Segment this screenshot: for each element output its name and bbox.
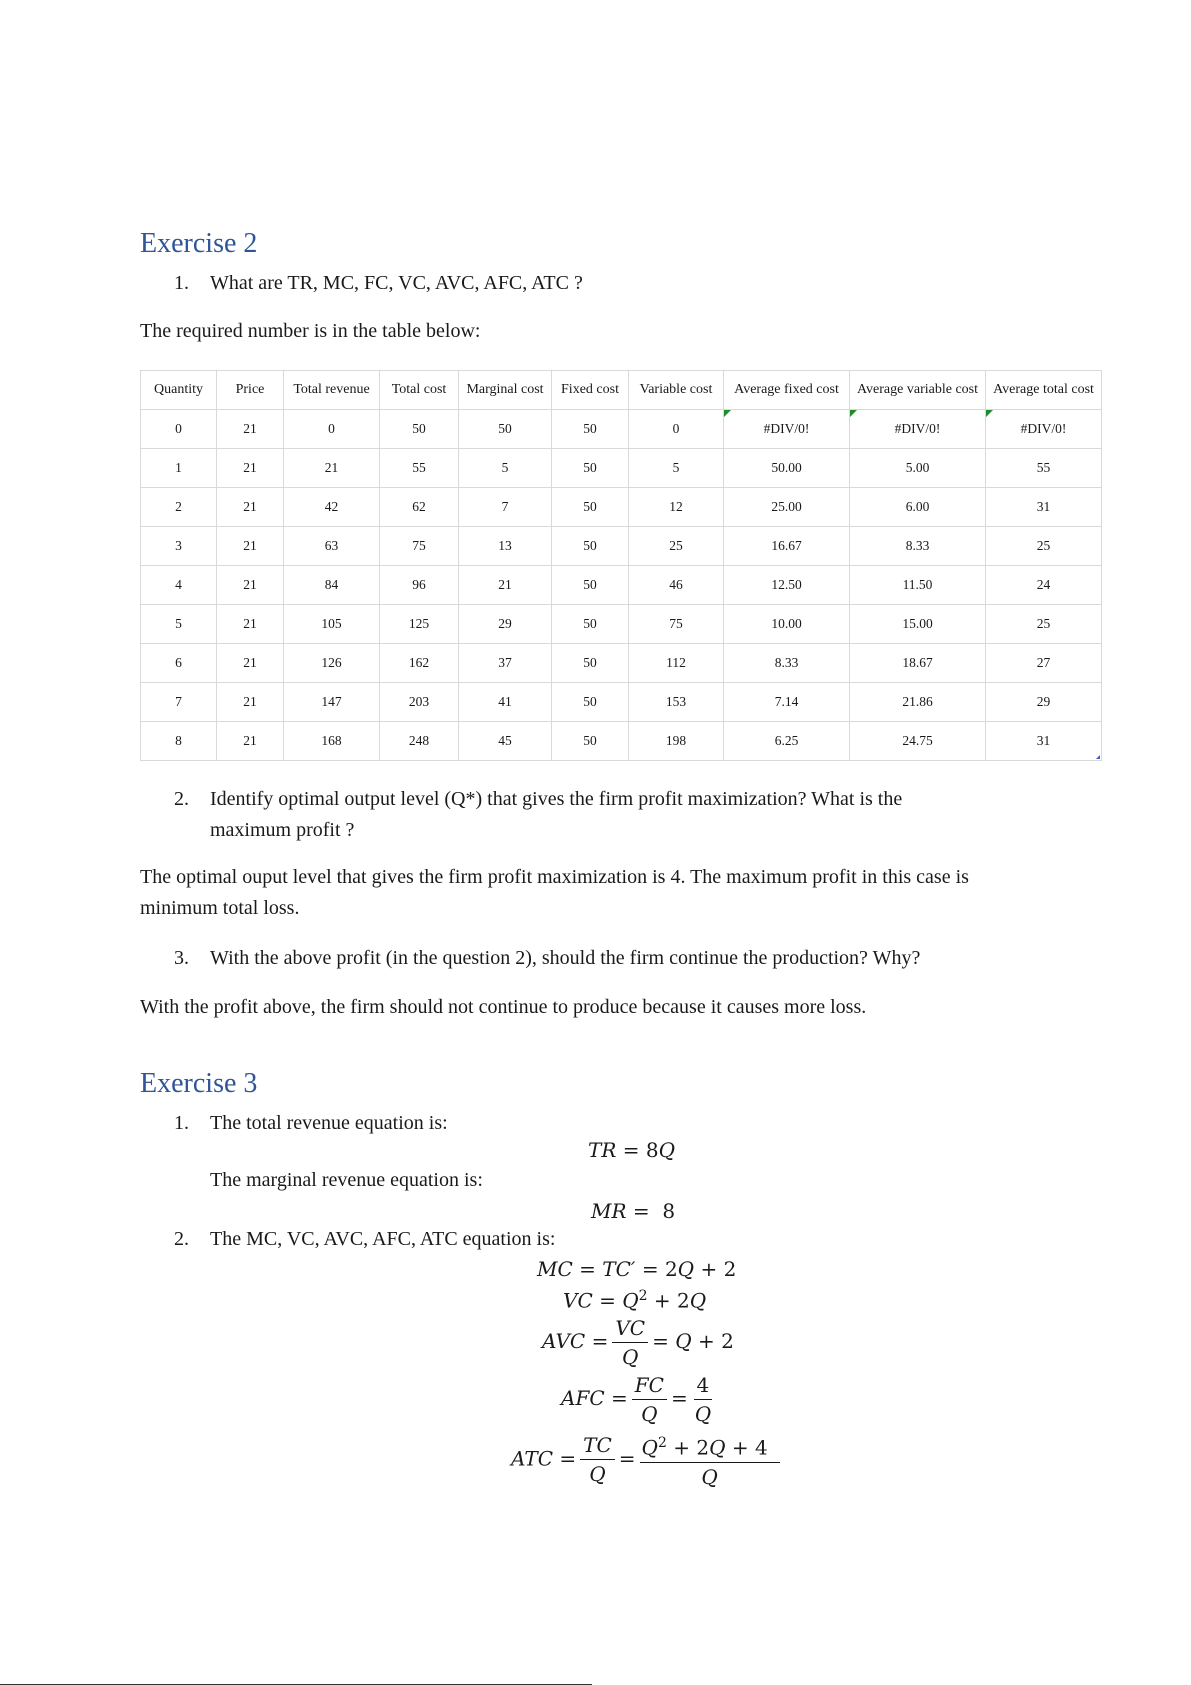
header-cell: Average fixed cost <box>724 371 850 410</box>
table-cell: 25.00 <box>724 488 850 527</box>
table-cell: 0 <box>141 410 217 449</box>
table-row <box>141 566 1102 605</box>
table-row <box>141 605 1102 644</box>
mc-equation: MC = TC′ = 2Q + 2 <box>537 1257 737 1281</box>
table-cell: 105 <box>284 605 380 644</box>
table-cell: 50 <box>552 527 629 566</box>
table-cell: 29 <box>459 605 552 644</box>
table-cell: 25 <box>986 527 1102 566</box>
table-cell: 7.14 <box>724 683 850 722</box>
table-cell: #DIV/0! <box>850 410 986 449</box>
table-cell: 126 <box>284 644 380 683</box>
marginal-revenue-label: The marginal revenue equation is: <box>210 1169 483 1191</box>
exercise-2-heading: Exercise 2 <box>140 228 258 259</box>
table-cell: 50 <box>552 644 629 683</box>
table-cell: 21 <box>217 566 284 605</box>
table-cell: 7 <box>459 488 552 527</box>
table-cell: 96 <box>380 566 459 605</box>
table-cell: #DIV/0! <box>724 410 850 449</box>
table-cell: 50 <box>552 410 629 449</box>
atc-equation: ATC = $\frac{TC}{Q}$ = $\frac{Q^2 + 2Q + 4}{Q}$ <box>511 1431 784 1489</box>
table-row <box>141 527 1102 566</box>
question-text: The MC, VC, AVC, AFC, ATC equation is: <box>210 1228 556 1250</box>
header-cell: Marginal cost <box>459 371 552 410</box>
table-cell: 50 <box>552 449 629 488</box>
question-text-line-1: Identify optimal output level (Q*) that gives the firm profit maximization? What is the <box>210 788 903 810</box>
table-cell: 8.33 <box>850 527 986 566</box>
error-indicator-icon <box>724 410 731 417</box>
table-cell: 63 <box>284 527 380 566</box>
header-cell: Quantity <box>141 371 217 410</box>
question-text: The total revenue equation is: <box>210 1112 448 1134</box>
table-cell: 18.67 <box>850 644 986 683</box>
table-cell: 50 <box>380 410 459 449</box>
question-number: 1. <box>174 272 189 294</box>
answer-line-2: minimum total loss. <box>140 897 300 919</box>
question-text: What are TR, MC, FC, VC, AVC, AFC, ATC ? <box>210 272 583 294</box>
table-cell: 25 <box>629 527 724 566</box>
exercise-2-question-3 <box>174 943 920 974</box>
table-cell: 2 <box>141 488 217 527</box>
table-cell: 21 <box>217 488 284 527</box>
exercise-3-question-2 <box>174 1224 555 1255</box>
header-cell: Average variable cost <box>850 371 986 410</box>
table-cell: 21.86 <box>850 683 986 722</box>
header-cell: Total revenue <box>284 371 380 410</box>
question-number: 3. <box>174 947 189 969</box>
header-cell: Variable cost <box>629 371 724 410</box>
table-cell: 0 <box>284 410 380 449</box>
tr-equation: TR = 8Q <box>588 1138 676 1162</box>
table-cell: 55 <box>986 449 1102 488</box>
table-cell: 31 <box>986 722 1102 761</box>
table-row <box>141 488 1102 527</box>
table-cell: 0 <box>629 410 724 449</box>
question-number: 2. <box>174 788 189 810</box>
exercise-2-question-1 <box>174 268 583 299</box>
table-cell: 24 <box>986 566 1102 605</box>
question-text: With the above profit (in the question 2), should the firm continue the production? Why? <box>210 947 921 969</box>
header-cell: Average total cost <box>986 371 1102 410</box>
table-cell: 8.33 <box>724 644 850 683</box>
table-cell: 10.00 <box>724 605 850 644</box>
table-cell: 75 <box>629 605 724 644</box>
table-cell: 31 <box>986 488 1102 527</box>
table-cell: 15.00 <box>850 605 986 644</box>
table-cell: 21 <box>284 449 380 488</box>
table-cell: 248 <box>380 722 459 761</box>
table-cell: 5 <box>629 449 724 488</box>
table-cell: 4 <box>141 566 217 605</box>
table-cell: 6.00 <box>850 488 986 527</box>
table-cell: 29 <box>986 683 1102 722</box>
table-cell: 21 <box>217 449 284 488</box>
table-cell: 25 <box>986 605 1102 644</box>
table-cell: 13 <box>459 527 552 566</box>
table-cell: 8 <box>141 722 217 761</box>
table-header-row <box>141 371 1102 410</box>
table-cell: 62 <box>380 488 459 527</box>
table-cell: 11.50 <box>850 566 986 605</box>
cost-table-container <box>140 370 1101 764</box>
table-cell: 21 <box>217 527 284 566</box>
question-number: 2. <box>174 1228 189 1250</box>
exercise-3-question-1 <box>174 1108 448 1139</box>
table-cell: 12 <box>629 488 724 527</box>
table-cell: 37 <box>459 644 552 683</box>
error-indicator-icon <box>850 410 857 417</box>
table-cell: 21 <box>217 644 284 683</box>
table-cell: 50 <box>552 722 629 761</box>
table-row <box>141 722 1102 761</box>
table-cell: 45 <box>459 722 552 761</box>
table-cell: 46 <box>629 566 724 605</box>
table-intro-text: The required number is in the table below: <box>140 320 481 342</box>
answer-line-1: The optimal ouput level that gives the firm profit maximization is 4. The maximum profit in this case is <box>140 866 969 888</box>
table-cell: 7 <box>141 683 217 722</box>
table-cell: 75 <box>380 527 459 566</box>
header-cell: Fixed cost <box>552 371 629 410</box>
table-cell: 50.00 <box>724 449 850 488</box>
table-row <box>141 644 1102 683</box>
table-cell: 5 <box>459 449 552 488</box>
header-cell: Price <box>217 371 284 410</box>
table-cell: 6 <box>141 644 217 683</box>
header-cell: Total cost <box>380 371 459 410</box>
avc-equation: AVC = $\frac{VC}{Q}$ = Q + 2 <box>542 1316 734 1369</box>
table-cell: 147 <box>284 683 380 722</box>
table-row <box>141 410 1102 449</box>
table-cell: 50 <box>552 605 629 644</box>
vc-equation: VC = $Q^2 + 2Q$ <box>563 1288 707 1313</box>
table-cell: #DIV/0! <box>986 410 1102 449</box>
table-cell: 203 <box>380 683 459 722</box>
table-cell: 16.67 <box>724 527 850 566</box>
table-cell: 27 <box>986 644 1102 683</box>
error-indicator-icon <box>986 410 993 417</box>
exercise-2-answer-2 <box>140 862 969 924</box>
table-cell: 50 <box>552 488 629 527</box>
table-cell: 1 <box>141 449 217 488</box>
table-row <box>141 683 1102 722</box>
table-cell: 24.75 <box>850 722 986 761</box>
question-number: 1. <box>174 1112 189 1134</box>
table-cell: 21 <box>217 605 284 644</box>
table-cell: 84 <box>284 566 380 605</box>
table-cell: 198 <box>629 722 724 761</box>
table-cell: 21 <box>459 566 552 605</box>
table-cell: 125 <box>380 605 459 644</box>
table-cell: 162 <box>380 644 459 683</box>
table-cell: 168 <box>284 722 380 761</box>
table-cell: 112 <box>629 644 724 683</box>
table-cell: 21 <box>217 683 284 722</box>
table-cell: 5.00 <box>850 449 986 488</box>
table-cell: 50 <box>459 410 552 449</box>
table-cell: 42 <box>284 488 380 527</box>
table-cell: 55 <box>380 449 459 488</box>
question-text-line-2: maximum profit ? <box>210 819 355 841</box>
cost-table <box>140 370 1102 761</box>
exercise-2-answer-3: With the profit above, the firm should not continue to produce because it causes more loss. <box>140 996 867 1018</box>
exercise-2-question-2 <box>174 784 902 846</box>
table-cell: 21 <box>217 410 284 449</box>
afc-equation: AFC = $\frac{FC}{Q}$ = $\frac{4}{Q}$ <box>561 1373 712 1426</box>
table-cell: 12.50 <box>724 566 850 605</box>
table-cell: 3 <box>141 527 217 566</box>
resize-handle-icon <box>1096 755 1100 759</box>
table-cell: 5 <box>141 605 217 644</box>
table-cell: 41 <box>459 683 552 722</box>
table-cell: 153 <box>629 683 724 722</box>
mr-equation: MR = 8 <box>591 1199 676 1223</box>
table-cell: 50 <box>552 566 629 605</box>
table-cell: 50 <box>552 683 629 722</box>
exercise-3-heading: Exercise 3 <box>140 1068 258 1099</box>
table-cell: 21 <box>217 722 284 761</box>
table-row <box>141 449 1102 488</box>
table-cell: 6.25 <box>724 722 850 761</box>
